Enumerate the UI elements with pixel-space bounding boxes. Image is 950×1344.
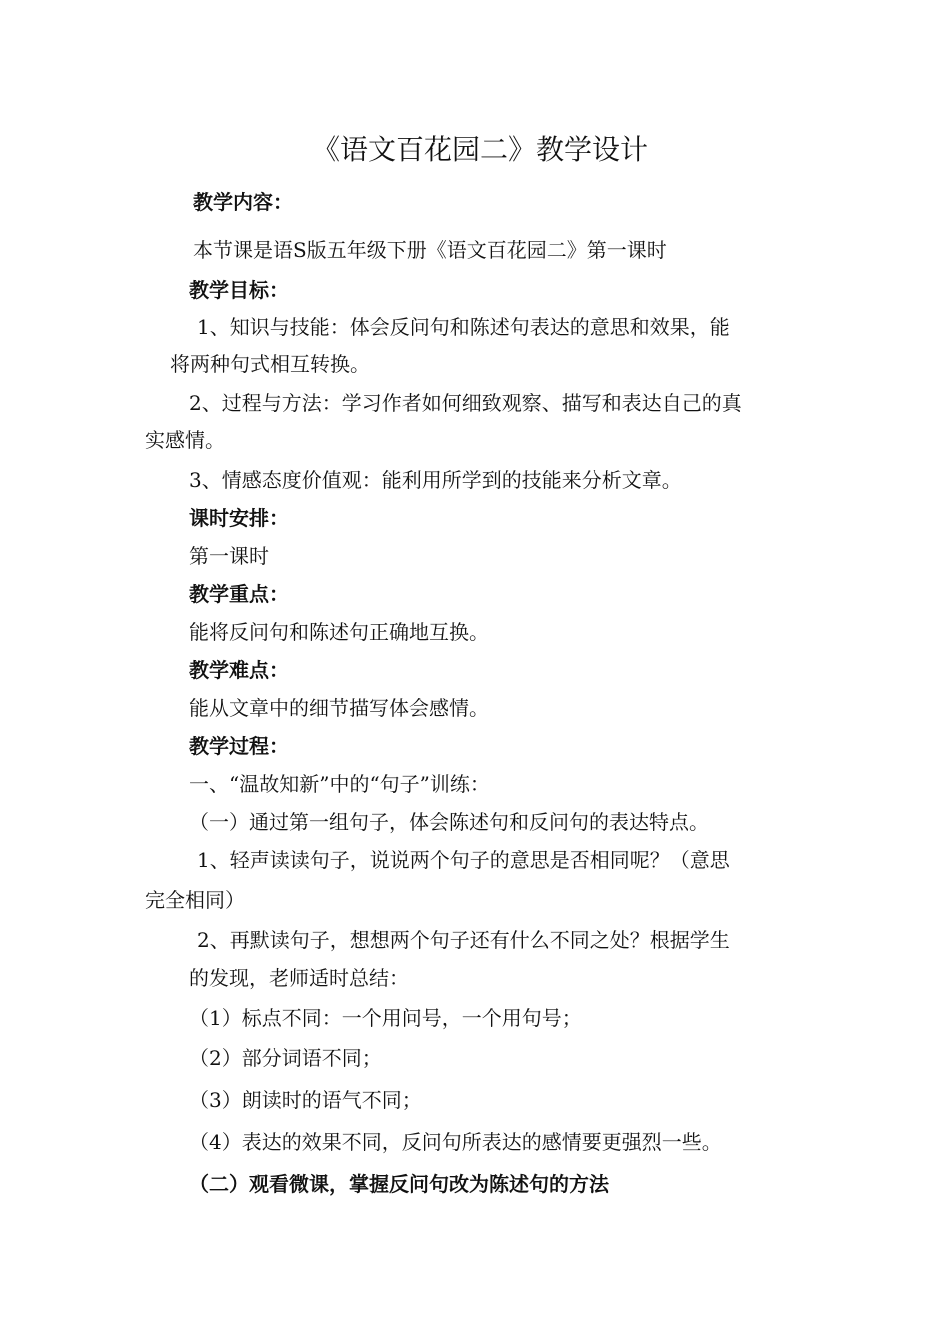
document-title: 《语文百花园二》教学设计 [311, 133, 648, 166]
heading-process: 教学过程： [189, 734, 289, 758]
summary-item-2: （2）部分词语不同； [189, 1046, 382, 1070]
step-2-line-1: 2、再默读句子，想想两个句子还有什么不同之处？根据学生 [197, 928, 730, 952]
process-subsection-2: （二）观看微课，掌握反问句改为陈述句的方法 [189, 1172, 609, 1196]
heading-schedule: 课时安排： [189, 506, 289, 530]
difficulties-text: 能从文章中的细节描写体会感情。 [189, 696, 489, 720]
process-section-1: 一、“温故知新”中的“句子”训练： [189, 772, 490, 796]
heading-difficulties: 教学难点： [189, 658, 289, 682]
schedule-text: 第一课时 [189, 544, 269, 568]
key-points-text: 能将反问句和陈述句正确地互换。 [189, 620, 489, 644]
process-subsection-1: （一）通过第一组句子，体会陈述句和反问句的表达特点。 [189, 810, 709, 834]
summary-item-1: （1）标点不同：一个用问号，一个用句号； [189, 1006, 582, 1030]
heading-teaching-content: 教学内容： [193, 190, 293, 214]
goal-2-line-2: 实感情。 [145, 428, 225, 452]
goal-1-line-2: 将两种句式相互转换。 [170, 352, 370, 376]
goal-3: 3、情感态度价值观：能利用所学到的技能来分析文章。 [189, 468, 682, 492]
heading-key-points: 教学重点： [189, 582, 289, 606]
summary-item-3: （3）朗读时的语气不同； [189, 1088, 422, 1112]
step-2-line-2: 的发现，老师适时总结： [189, 966, 409, 990]
goal-1-line-1: 1、知识与技能：体会反问句和陈述句表达的意思和效果，能 [197, 315, 730, 339]
heading-teaching-goals: 教学目标： [189, 278, 289, 302]
goal-2-line-1: 2、过程与方法：学习作者如何细致观察、描写和表达自己的真 [189, 391, 742, 415]
summary-item-4: （4）表达的效果不同，反问句所表达的感情要更强烈一些。 [189, 1130, 722, 1154]
step-1-line-2: 完全相同） [145, 888, 245, 912]
step-1-line-1: 1、轻声读读句子，说说两个句子的意思是否相同呢？（意思 [197, 848, 730, 872]
paragraph-content-desc: 本节课是语S版五年级下册《语文百花园二》第一课时 [193, 238, 667, 262]
